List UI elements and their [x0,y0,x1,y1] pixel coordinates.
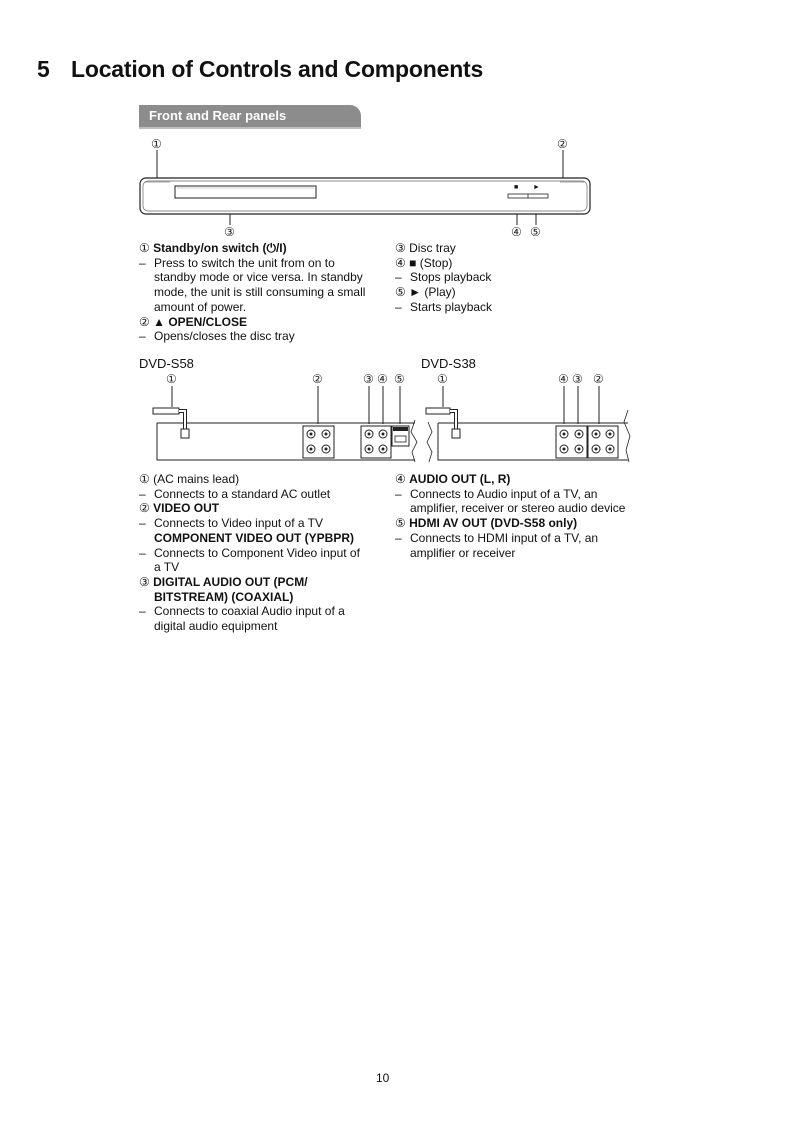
rear-s58-callout-3: ③ [363,372,374,386]
rear-s58-callout-2: ② [312,372,323,386]
rear-item-2-desc: – Connects to Video input of a TV [139,516,324,531]
front-callout-3: ③ [224,225,235,239]
play-symbol: ► [533,184,540,191]
rear-item-2: ② VIDEO OUT [139,501,220,516]
front-callout-1: ① [151,137,162,151]
rear-item-5-desc: amplifier or receiver [410,545,516,560]
front-item-2-desc: – Opens/closes the disc tray [139,329,295,344]
tab-label: Front and Rear panels [149,108,287,123]
rear-item-3-title-cont: BITSTREAM) (COAXIAL) [154,589,294,604]
front-callout-5: ⑤ [530,225,541,239]
rear-item-5: ⑤ HDMI AV OUT (DVD-S58 only) [395,516,578,531]
rear-item-2-desc: – Connects to Component Video input of [139,545,360,560]
front-callout-4: ④ [511,225,522,239]
rear-item-1: ① (AC mains lead) [139,472,240,486]
front-item-5: ⑤ ► (Play) [395,285,456,300]
stop-symbol: ■ [514,184,519,191]
item-mark: ② [139,314,150,329]
rear-item-2-component: COMPONENT VIDEO OUT (YPBPR) [154,530,355,545]
rear-s38-callout-2: ② [593,372,604,386]
rear-s38-callout-3: ③ [572,372,583,386]
section-title: Location of Controls and Components [71,56,484,82]
section-number: 5 [37,56,50,82]
front-item-4-desc: – Stops playback [395,270,492,285]
rear-item-4: ④ AUDIO OUT (L, R) [395,472,511,486]
rear-panel-diagrams [0,0,793,480]
page-number: 10 [376,1071,390,1085]
rear-s58-callout-4: ④ [377,372,388,386]
model-label-s38: DVD-S38 [421,356,476,371]
front-item-3: ③ Disc tray [395,241,456,255]
rear-item-4-desc: – Connects to Audio input of a TV, an [395,486,598,501]
rear-item-3-desc: – Connects to coaxial Audio input of a [139,604,345,619]
rear-item-3-desc: digital audio equipment [154,619,278,633]
rear-item-4-desc: amplifier, receiver or stereo audio device [410,501,626,516]
rear-item-1-desc: – Connects to a standard AC outlet [139,486,331,501]
item-mark: ① [139,241,150,255]
front-item-5-desc: – Starts playback [395,299,493,314]
rear-s38-callout-1: ① [437,372,448,386]
front-item-4: ④ ■ (Stop) [395,255,453,270]
rear-item-2-desc: a TV [154,560,180,575]
front-callout-2: ② [557,137,568,151]
rear-s58-callout-1: ① [166,372,177,386]
rear-s38-callout-4: ④ [558,372,569,386]
rear-item-3: ③ DIGITAL AUDIO OUT (PCM/ [139,574,308,589]
item-title: Standby/on switch (⏻/I) [153,241,287,255]
model-label-s58: DVD-S58 [139,356,194,371]
rear-item-5-desc: – Connects to HDMI input of a TV, an [395,530,599,545]
front-item-1-desc: standby mode or vice versa. In standby [154,270,363,285]
front-item-1-desc: mode, the unit is still consuming a small [154,285,366,300]
front-item-1-desc: – Press to switch the unit from on to [139,255,335,270]
rear-s58-callout-5: ⑤ [394,372,405,386]
item-title: ▲ OPEN/CLOSE [153,314,247,329]
front-item-1-desc: amount of power. [154,299,247,314]
